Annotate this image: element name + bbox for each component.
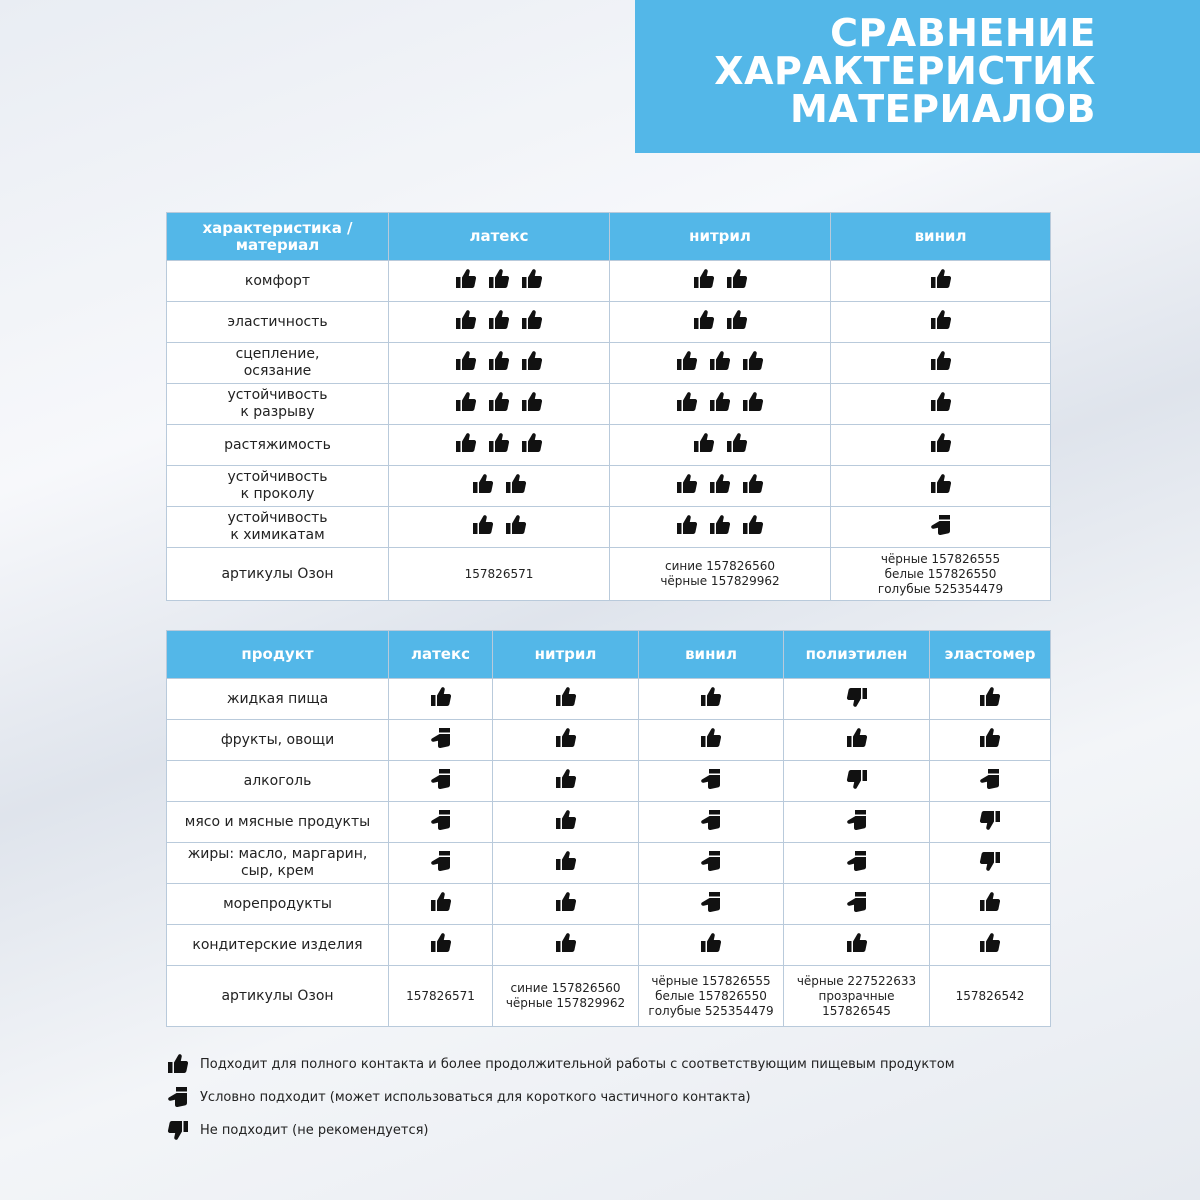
thumbs-up-icon — [454, 390, 478, 414]
thumbs-up-icon — [675, 390, 699, 414]
thumbs-sideways-icon — [429, 767, 453, 791]
thumbs-up-icon — [692, 431, 716, 455]
rating-cell — [784, 802, 930, 843]
thumbs-sideways-icon — [978, 767, 1002, 791]
thumbs-up-icon — [699, 931, 723, 955]
header-elastomer: эластомер — [930, 631, 1051, 679]
thumbs-up-icon — [554, 808, 578, 832]
row-label: растяжимость — [167, 425, 389, 466]
table-row — [167, 843, 1051, 884]
rating-cell — [639, 925, 784, 966]
rating-cell — [493, 925, 639, 966]
products-table — [166, 630, 1051, 1027]
header-characteristic: характеристика / материал — [167, 213, 389, 261]
row-label: жидкая пища — [167, 679, 389, 720]
thumbs-sideways-icon — [845, 808, 869, 832]
thumbs-up-icon — [554, 726, 578, 750]
thumbs-up-icon — [487, 267, 511, 291]
thumbs-up-icon — [554, 931, 578, 955]
thumbs-up-icon — [487, 349, 511, 373]
thumbs-up-icon — [741, 390, 765, 414]
thumbs-down-icon — [845, 685, 869, 709]
row-label: сцепление, осязание — [167, 343, 389, 384]
thumbs-up-icon — [978, 931, 1002, 955]
header-product: продукт — [167, 631, 389, 679]
rating-cell — [784, 720, 930, 761]
article-numbers: 157826571 — [389, 548, 610, 601]
rating-cell — [493, 802, 639, 843]
rating-cell — [389, 425, 610, 466]
rating-cell — [389, 302, 610, 343]
rating-cell — [389, 679, 493, 720]
rating-cell — [389, 884, 493, 925]
thumbs-up-icon — [429, 890, 453, 914]
rating-cell — [389, 466, 610, 507]
header-latex: латекс — [389, 213, 610, 261]
row-label: артикулы Озон — [167, 966, 389, 1027]
header-polyethylene: полиэтилен — [784, 631, 930, 679]
row-label: устойчивость к проколу — [167, 466, 389, 507]
thumbs-up-icon — [429, 931, 453, 955]
thumbs-up-icon — [741, 349, 765, 373]
rating-cell — [930, 679, 1051, 720]
table-header-row — [167, 631, 1051, 679]
legend — [166, 1048, 955, 1147]
article-numbers: чёрные 157826555 белые 157826550 голубые 525354479 — [831, 548, 1051, 601]
rating-cell — [930, 884, 1051, 925]
table-row — [167, 384, 1051, 425]
table-row — [167, 466, 1051, 507]
header-latex: латекс — [389, 631, 493, 679]
table-row — [167, 720, 1051, 761]
thumbs-up-icon — [708, 472, 732, 496]
header-nitrile: нитрил — [610, 213, 831, 261]
thumbs-up-icon — [454, 308, 478, 332]
rating-cell — [610, 425, 831, 466]
legend-text: Не подходит (не рекомендуется) — [200, 1122, 429, 1138]
rating-cell — [831, 343, 1051, 384]
thumbs-up-icon — [845, 726, 869, 750]
characteristics-table — [166, 212, 1051, 601]
row-label: комфорт — [167, 261, 389, 302]
thumbs-up-icon — [978, 726, 1002, 750]
rating-cell — [610, 384, 831, 425]
thumbs-up-icon — [675, 472, 699, 496]
thumbs-up-icon — [520, 390, 544, 414]
rating-cell — [610, 507, 831, 548]
thumbs-up-icon — [487, 390, 511, 414]
thumbs-up-icon — [675, 349, 699, 373]
row-label: устойчивость к разрыву — [167, 384, 389, 425]
thumbs-sideways-icon — [699, 767, 723, 791]
table-row — [167, 679, 1051, 720]
rating-cell — [493, 720, 639, 761]
thumbs-up-icon — [504, 472, 528, 496]
rating-cell — [639, 761, 784, 802]
thumbs-down-icon — [978, 849, 1002, 873]
thumbs-up-icon — [741, 472, 765, 496]
thumbs-up-icon — [929, 472, 953, 496]
rating-cell — [831, 425, 1051, 466]
thumbs-down-icon — [166, 1118, 190, 1142]
thumbs-up-icon — [487, 308, 511, 332]
rating-cell — [493, 843, 639, 884]
rating-cell — [784, 884, 930, 925]
row-label: фрукты, овощи — [167, 720, 389, 761]
table-row — [167, 425, 1051, 466]
rating-cell — [389, 343, 610, 384]
article-numbers: чёрные 157826555 белые 157826550 голубые 525354479 — [639, 966, 784, 1027]
rating-cell — [389, 261, 610, 302]
article-numbers: 157826542 — [930, 966, 1051, 1027]
thumbs-up-icon — [708, 390, 732, 414]
thumbs-up-icon — [520, 431, 544, 455]
rating-cell — [389, 384, 610, 425]
legend-item — [166, 1114, 955, 1146]
table-row — [167, 261, 1051, 302]
thumbs-up-icon — [699, 685, 723, 709]
article-numbers: чёрные 227522633 прозрачные 157826545 — [784, 966, 930, 1027]
thumbs-up-icon — [675, 513, 699, 537]
thumbs-up-icon — [487, 431, 511, 455]
thumbs-sideways-icon — [845, 890, 869, 914]
thumbs-sideways-icon — [429, 849, 453, 873]
rating-cell — [784, 761, 930, 802]
thumbs-sideways-icon — [699, 849, 723, 873]
thumbs-up-icon — [504, 513, 528, 537]
thumbs-up-icon — [725, 267, 749, 291]
thumbs-up-icon — [929, 267, 953, 291]
rating-cell — [930, 761, 1051, 802]
title-line-2: ХАРАКТЕРИСТИК — [714, 49, 1096, 93]
thumbs-up-icon — [845, 931, 869, 955]
thumbs-sideways-icon — [429, 726, 453, 750]
legend-text: Подходит для полного контакта и более продолжительной работы с соответствующим пищевым продуктом — [200, 1056, 955, 1072]
legend-item — [166, 1081, 955, 1113]
thumbs-sideways-icon — [166, 1085, 190, 1109]
rating-cell — [639, 802, 784, 843]
thumbs-sideways-icon — [845, 849, 869, 873]
table-header-row — [167, 213, 1051, 261]
row-label: устойчивость к химикатам — [167, 507, 389, 548]
row-label: кондитерские изделия — [167, 925, 389, 966]
header-vinyl: винил — [639, 631, 784, 679]
thumbs-up-icon — [978, 685, 1002, 709]
article-numbers: синие 157826560 чёрные 157829962 — [610, 548, 831, 601]
rating-cell — [493, 761, 639, 802]
thumbs-up-icon — [929, 308, 953, 332]
rating-cell — [610, 302, 831, 343]
rating-cell — [831, 507, 1051, 548]
legend-text: Условно подходит (может использоваться для короткого частичного контакта) — [200, 1089, 751, 1105]
rating-cell — [389, 925, 493, 966]
thumbs-sideways-icon — [429, 808, 453, 832]
thumbs-up-icon — [471, 472, 495, 496]
articles-row — [167, 548, 1051, 601]
thumbs-up-icon — [554, 685, 578, 709]
header-nitrile: нитрил — [493, 631, 639, 679]
rating-cell — [389, 802, 493, 843]
thumbs-up-icon — [929, 390, 953, 414]
thumbs-up-icon — [554, 890, 578, 914]
thumbs-sideways-icon — [699, 808, 723, 832]
table-row — [167, 761, 1051, 802]
thumbs-up-icon — [708, 513, 732, 537]
rating-cell — [639, 884, 784, 925]
rating-cell — [930, 925, 1051, 966]
thumbs-up-icon — [554, 849, 578, 873]
thumbs-up-icon — [520, 267, 544, 291]
thumbs-up-icon — [520, 349, 544, 373]
table-row — [167, 343, 1051, 384]
thumbs-up-icon — [708, 349, 732, 373]
thumbs-sideways-icon — [929, 513, 953, 537]
thumbs-up-icon — [978, 890, 1002, 914]
row-label: жиры: масло, маргарин, сыр, крем — [167, 843, 389, 884]
row-label: морепродукты — [167, 884, 389, 925]
thumbs-up-icon — [725, 431, 749, 455]
table-row — [167, 925, 1051, 966]
rating-cell — [784, 925, 930, 966]
thumbs-up-icon — [166, 1052, 190, 1076]
rating-cell — [831, 466, 1051, 507]
table-row — [167, 884, 1051, 925]
rating-cell — [930, 720, 1051, 761]
thumbs-up-icon — [454, 267, 478, 291]
row-label: артикулы Озон — [167, 548, 389, 601]
thumbs-up-icon — [692, 267, 716, 291]
article-numbers: синие 157826560 чёрные 157829962 — [493, 966, 639, 1027]
table-row — [167, 507, 1051, 548]
rating-cell — [784, 843, 930, 884]
rating-cell — [493, 884, 639, 925]
thumbs-down-icon — [845, 767, 869, 791]
thumbs-sideways-icon — [699, 890, 723, 914]
rating-cell — [639, 720, 784, 761]
rating-cell — [930, 802, 1051, 843]
table-row — [167, 302, 1051, 343]
rating-cell — [639, 679, 784, 720]
article-numbers: 157826571 — [389, 966, 493, 1027]
rating-cell — [930, 843, 1051, 884]
rating-cell — [831, 384, 1051, 425]
rating-cell — [831, 302, 1051, 343]
table-row — [167, 802, 1051, 843]
thumbs-up-icon — [741, 513, 765, 537]
row-label: эластичность — [167, 302, 389, 343]
rating-cell — [389, 761, 493, 802]
thumbs-up-icon — [429, 685, 453, 709]
thumbs-up-icon — [454, 349, 478, 373]
rating-cell — [493, 679, 639, 720]
thumbs-up-icon — [699, 726, 723, 750]
rating-cell — [610, 343, 831, 384]
title-line-1: СРАВНЕНИЕ — [830, 11, 1096, 55]
thumbs-up-icon — [454, 431, 478, 455]
thumbs-up-icon — [929, 431, 953, 455]
rating-cell — [784, 679, 930, 720]
thumbs-up-icon — [725, 308, 749, 332]
thumbs-up-icon — [520, 308, 544, 332]
thumbs-down-icon — [978, 808, 1002, 832]
title-line-3: МАТЕРИАЛОВ — [790, 87, 1096, 131]
rating-cell — [639, 843, 784, 884]
title-banner — [635, 0, 1200, 153]
row-label: алкоголь — [167, 761, 389, 802]
rating-cell — [610, 466, 831, 507]
rating-cell — [389, 720, 493, 761]
rating-cell — [389, 843, 493, 884]
thumbs-up-icon — [554, 767, 578, 791]
legend-item — [166, 1048, 955, 1080]
rating-cell — [610, 261, 831, 302]
articles-row — [167, 966, 1051, 1027]
thumbs-up-icon — [929, 349, 953, 373]
row-label: мясо и мясные продукты — [167, 802, 389, 843]
thumbs-up-icon — [471, 513, 495, 537]
thumbs-up-icon — [692, 308, 716, 332]
header-vinyl: винил — [831, 213, 1051, 261]
rating-cell — [389, 507, 610, 548]
rating-cell — [831, 261, 1051, 302]
